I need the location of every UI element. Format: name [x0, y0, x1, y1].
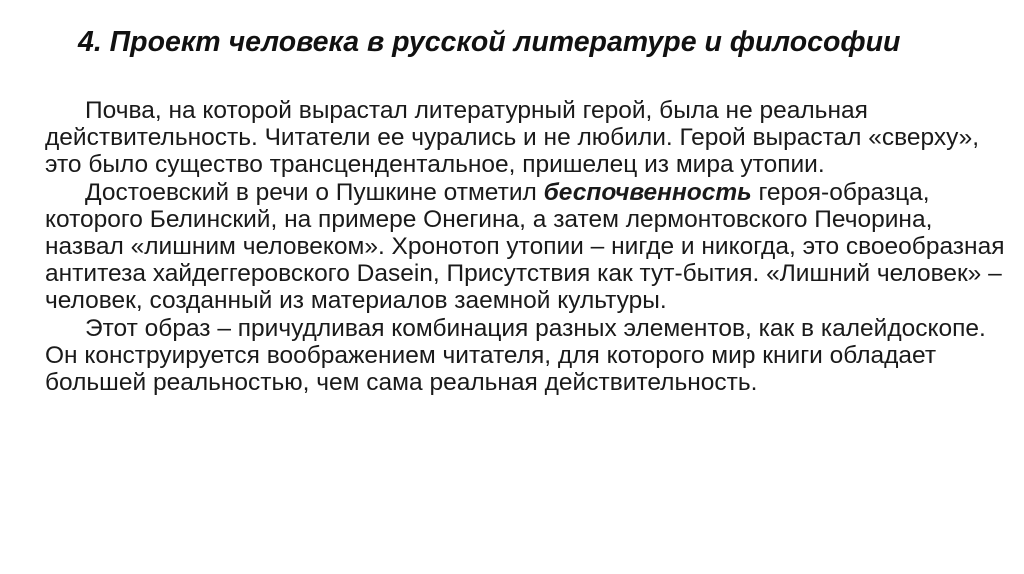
slide-title: 4. Проект человека в русской литературе и философии	[78, 26, 901, 58]
paragraph-2	[45, 179, 1005, 315]
paragraph-2-end: героя-образца, которого Белинский, на примере Онегина, а затем лермонтовского Печорина, назвал «лишним человеком». Хронотоп утопии – нигде и никогда, это своеобразная антитеза хайдеггеровского Dasein, Присутствия как тут-бытия. «Лишний человек» – человек, созданный из материалов заемной культуры.	[45, 178, 1005, 315]
slide-body	[45, 97, 1005, 396]
paragraph-1: Почва, на которой вырастал литературный герой, была не реальная действительность. Читатели ее чурались и не любили. Герой вырастал «сверху», это было существо трансцендентальное, пришелец из мира утопии.	[45, 97, 980, 179]
paragraph-2-start: Достоевский в речи о Пушкине отметил	[85, 178, 544, 206]
emphasized-term: беспочвенность	[543, 178, 752, 206]
paragraph-3: Этот образ – причудливая комбинация разных элементов, как в калейдоскопе. Он конструируется воображением читателя, для которого мир книги обладает большей реальностью, чем сама реальная действительность.	[45, 314, 986, 397]
